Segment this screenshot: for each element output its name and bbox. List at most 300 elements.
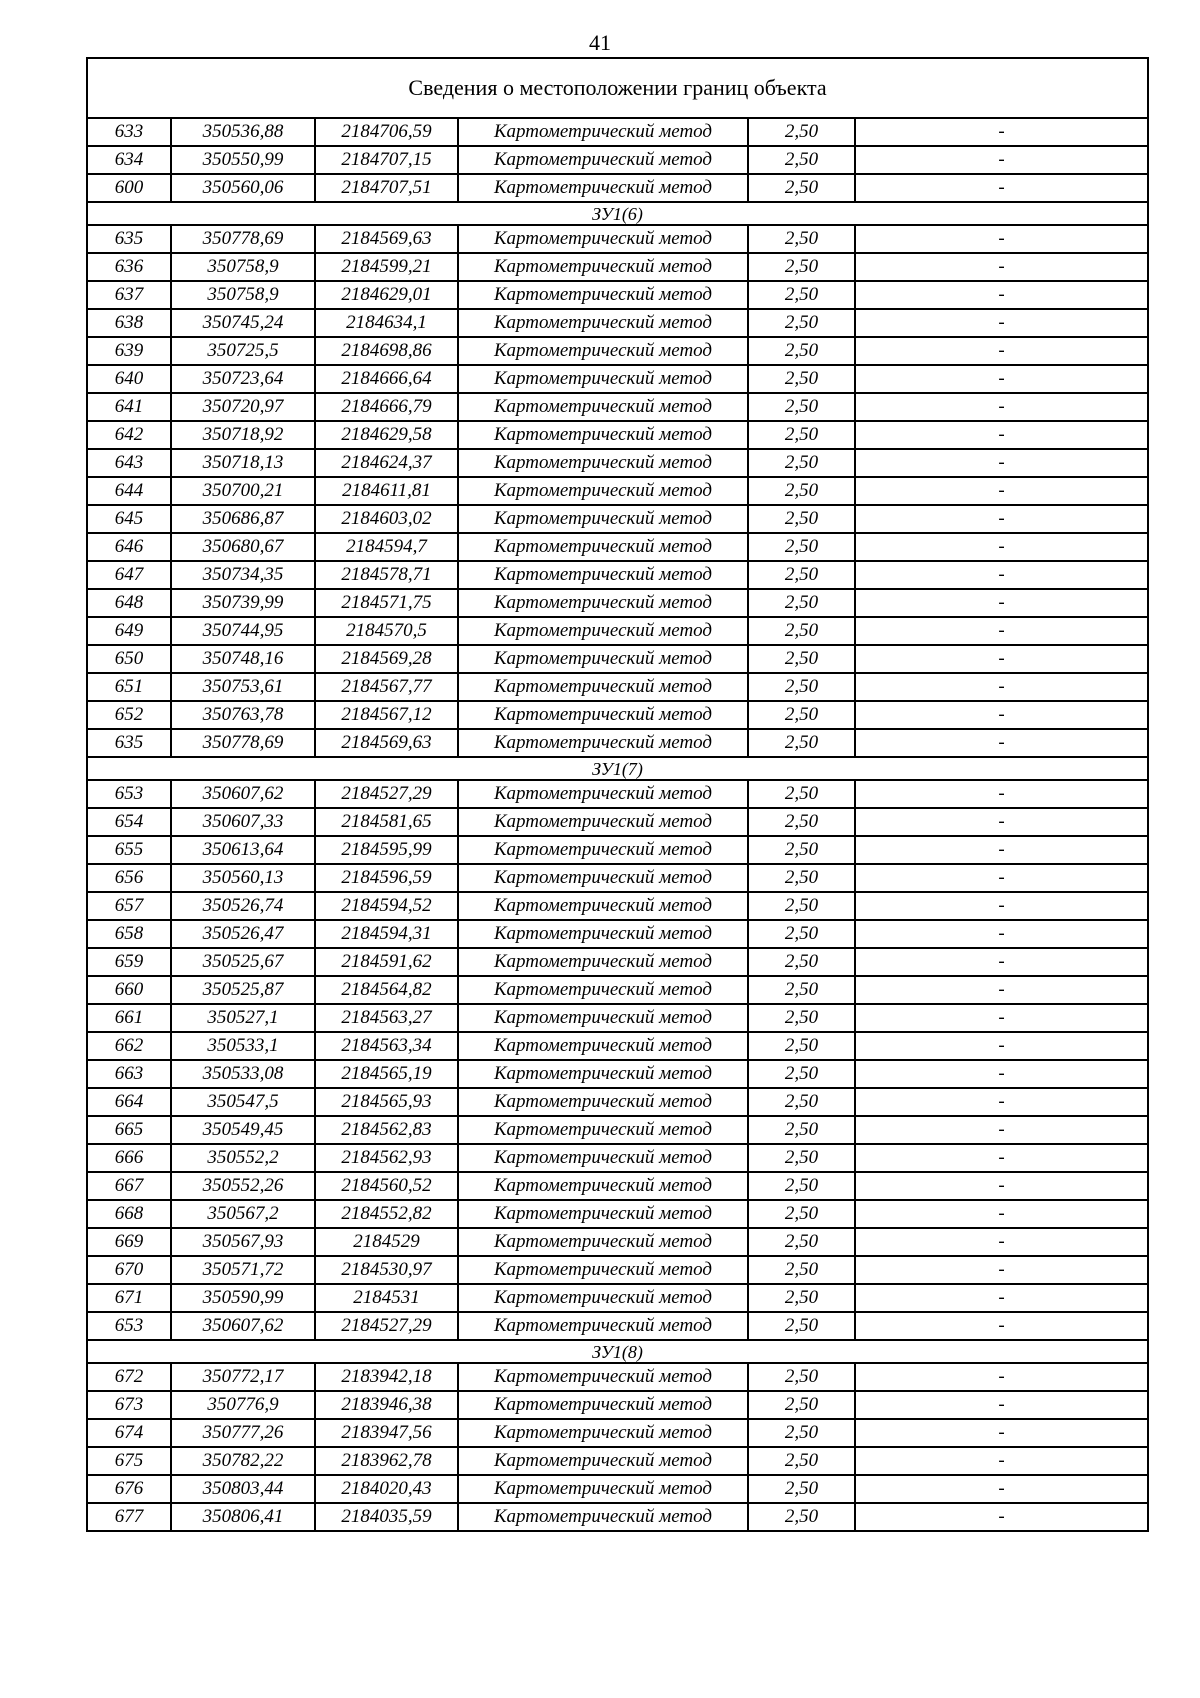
y-coordinate-cell: 2184529 <box>315 1228 458 1256</box>
section-row <box>87 202 1148 225</box>
table-row <box>87 118 1148 146</box>
y-coordinate-cell: 2184629,58 <box>315 421 458 449</box>
accuracy-cell: 2,50 <box>748 1144 855 1172</box>
method-cell: Картометрический метод <box>458 533 748 561</box>
x-coordinate-cell: 350718,13 <box>171 449 315 477</box>
y-coordinate-cell: 2184527,29 <box>315 780 458 808</box>
x-coordinate-cell: 350720,97 <box>171 393 315 421</box>
note-cell: - <box>855 976 1148 1004</box>
accuracy-cell: 2,50 <box>748 808 855 836</box>
method-cell: Картометрический метод <box>458 1116 748 1144</box>
accuracy-cell: 2,50 <box>748 780 855 808</box>
note-cell: - <box>855 393 1148 421</box>
y-coordinate-cell: 2184594,7 <box>315 533 458 561</box>
point-number-cell: 646 <box>87 533 171 561</box>
accuracy-cell: 2,50 <box>748 174 855 202</box>
table-row <box>87 337 1148 365</box>
y-coordinate-cell: 2184565,93 <box>315 1088 458 1116</box>
point-number-cell: 669 <box>87 1228 171 1256</box>
y-coordinate-cell: 2184571,75 <box>315 589 458 617</box>
table-row <box>87 146 1148 174</box>
x-coordinate-cell: 350526,47 <box>171 920 315 948</box>
x-coordinate-cell: 350806,41 <box>171 1503 315 1531</box>
note-cell: - <box>855 729 1148 757</box>
x-coordinate-cell: 350607,62 <box>171 780 315 808</box>
table-row <box>87 1447 1148 1475</box>
table-row <box>87 617 1148 645</box>
point-number-cell: 659 <box>87 948 171 976</box>
method-cell: Картометрический метод <box>458 1284 748 1312</box>
point-number-cell: 638 <box>87 309 171 337</box>
method-cell: Картометрический метод <box>458 780 748 808</box>
method-cell: Картометрический метод <box>458 1200 748 1228</box>
table-row <box>87 920 1148 948</box>
y-coordinate-cell: 2184707,51 <box>315 174 458 202</box>
note-cell: - <box>855 477 1148 505</box>
point-number-cell: 677 <box>87 1503 171 1531</box>
y-coordinate-cell: 2184531 <box>315 1284 458 1312</box>
table-row <box>87 477 1148 505</box>
note-cell: - <box>855 1032 1148 1060</box>
table-row <box>87 225 1148 253</box>
accuracy-cell: 2,50 <box>748 1312 855 1340</box>
accuracy-cell: 2,50 <box>748 1032 855 1060</box>
point-number-cell: 654 <box>87 808 171 836</box>
accuracy-cell: 2,50 <box>748 1419 855 1447</box>
method-cell: Картометрический метод <box>458 1060 748 1088</box>
table-row <box>87 892 1148 920</box>
y-coordinate-cell: 2184530,97 <box>315 1256 458 1284</box>
method-cell: Картометрический метод <box>458 337 748 365</box>
note-cell: - <box>855 1200 1148 1228</box>
note-cell: - <box>855 421 1148 449</box>
note-cell: - <box>855 1503 1148 1531</box>
y-coordinate-cell: 2184707,15 <box>315 146 458 174</box>
y-coordinate-cell: 2184562,83 <box>315 1116 458 1144</box>
point-number-cell: 664 <box>87 1088 171 1116</box>
x-coordinate-cell: 350776,9 <box>171 1391 315 1419</box>
table-row <box>87 1200 1148 1228</box>
point-number-cell: 670 <box>87 1256 171 1284</box>
y-coordinate-cell: 2184565,19 <box>315 1060 458 1088</box>
method-cell: Картометрический метод <box>458 281 748 309</box>
table-row <box>87 1256 1148 1284</box>
method-cell: Картометрический метод <box>458 253 748 281</box>
point-number-cell: 672 <box>87 1363 171 1391</box>
point-number-cell: 665 <box>87 1116 171 1144</box>
y-coordinate-cell: 2184666,64 <box>315 365 458 393</box>
table-row <box>87 864 1148 892</box>
table-row <box>87 1284 1148 1312</box>
accuracy-cell: 2,50 <box>748 1200 855 1228</box>
table-row <box>87 1004 1148 1032</box>
y-coordinate-cell: 2184698,86 <box>315 337 458 365</box>
table-row <box>87 808 1148 836</box>
method-cell: Картометрический метод <box>458 673 748 701</box>
y-coordinate-cell: 2183962,78 <box>315 1447 458 1475</box>
table-row <box>87 561 1148 589</box>
accuracy-cell: 2,50 <box>748 118 855 146</box>
note-cell: - <box>855 617 1148 645</box>
y-coordinate-cell: 2184706,59 <box>315 118 458 146</box>
method-cell: Картометрический метод <box>458 808 748 836</box>
y-coordinate-cell: 2184562,93 <box>315 1144 458 1172</box>
y-coordinate-cell: 2184581,65 <box>315 808 458 836</box>
accuracy-cell: 2,50 <box>748 645 855 673</box>
accuracy-cell: 2,50 <box>748 1391 855 1419</box>
x-coordinate-cell: 350734,35 <box>171 561 315 589</box>
point-number-cell: 673 <box>87 1391 171 1419</box>
section-label: ЗУ1(6) <box>87 202 1148 225</box>
accuracy-cell: 2,50 <box>748 1256 855 1284</box>
point-number-cell: 650 <box>87 645 171 673</box>
x-coordinate-cell: 350567,93 <box>171 1228 315 1256</box>
method-cell: Картометрический метод <box>458 146 748 174</box>
method-cell: Картометрический метод <box>458 225 748 253</box>
y-coordinate-cell: 2184563,27 <box>315 1004 458 1032</box>
table-row <box>87 1060 1148 1088</box>
method-cell: Картометрический метод <box>458 1363 748 1391</box>
note-cell: - <box>855 174 1148 202</box>
point-number-cell: 667 <box>87 1172 171 1200</box>
accuracy-cell: 2,50 <box>748 1116 855 1144</box>
point-number-cell: 656 <box>87 864 171 892</box>
table-row <box>87 1312 1148 1340</box>
note-cell: - <box>855 1391 1148 1419</box>
point-number-cell: 671 <box>87 1284 171 1312</box>
x-coordinate-cell: 350560,06 <box>171 174 315 202</box>
note-cell: - <box>855 449 1148 477</box>
method-cell: Картометрический метод <box>458 477 748 505</box>
y-coordinate-cell: 2184624,37 <box>315 449 458 477</box>
point-number-cell: 653 <box>87 780 171 808</box>
table-row <box>87 1172 1148 1200</box>
x-coordinate-cell: 350782,22 <box>171 1447 315 1475</box>
accuracy-cell: 2,50 <box>748 892 855 920</box>
note-cell: - <box>855 146 1148 174</box>
note-cell: - <box>855 309 1148 337</box>
point-number-cell: 676 <box>87 1475 171 1503</box>
y-coordinate-cell: 2183947,56 <box>315 1419 458 1447</box>
y-coordinate-cell: 2184567,12 <box>315 701 458 729</box>
point-number-cell: 658 <box>87 920 171 948</box>
y-coordinate-cell: 2184563,34 <box>315 1032 458 1060</box>
note-cell: - <box>855 948 1148 976</box>
table-row <box>87 701 1148 729</box>
accuracy-cell: 2,50 <box>748 253 855 281</box>
x-coordinate-cell: 350527,1 <box>171 1004 315 1032</box>
accuracy-cell: 2,50 <box>748 1284 855 1312</box>
table-title: Сведения о местоположении границ объекта <box>87 58 1148 118</box>
method-cell: Картометрический метод <box>458 309 748 337</box>
x-coordinate-cell: 350552,26 <box>171 1172 315 1200</box>
y-coordinate-cell: 2184564,82 <box>315 976 458 1004</box>
table-row <box>87 174 1148 202</box>
y-coordinate-cell: 2184611,81 <box>315 477 458 505</box>
x-coordinate-cell: 350686,87 <box>171 505 315 533</box>
x-coordinate-cell: 350552,2 <box>171 1144 315 1172</box>
x-coordinate-cell: 350723,64 <box>171 365 315 393</box>
method-cell: Картометрический метод <box>458 976 748 1004</box>
accuracy-cell: 2,50 <box>748 561 855 589</box>
accuracy-cell: 2,50 <box>748 393 855 421</box>
method-cell: Картометрический метод <box>458 1228 748 1256</box>
x-coordinate-cell: 350680,67 <box>171 533 315 561</box>
note-cell: - <box>855 533 1148 561</box>
note-cell: - <box>855 1116 1148 1144</box>
accuracy-cell: 2,50 <box>748 1363 855 1391</box>
note-cell: - <box>855 561 1148 589</box>
table-row <box>87 589 1148 617</box>
method-cell: Картометрический метод <box>458 1312 748 1340</box>
table-row <box>87 365 1148 393</box>
point-number-cell: 600 <box>87 174 171 202</box>
section-row <box>87 757 1148 780</box>
x-coordinate-cell: 350777,26 <box>171 1419 315 1447</box>
method-cell: Картометрический метод <box>458 920 748 948</box>
note-cell: - <box>855 1284 1148 1312</box>
method-cell: Картометрический метод <box>458 1256 748 1284</box>
x-coordinate-cell: 350758,9 <box>171 281 315 309</box>
accuracy-cell: 2,50 <box>748 864 855 892</box>
table-row <box>87 253 1148 281</box>
x-coordinate-cell: 350748,16 <box>171 645 315 673</box>
x-coordinate-cell: 350607,62 <box>171 1312 315 1340</box>
x-coordinate-cell: 350613,64 <box>171 836 315 864</box>
y-coordinate-cell: 2184567,77 <box>315 673 458 701</box>
x-coordinate-cell: 350533,08 <box>171 1060 315 1088</box>
table-row <box>87 1088 1148 1116</box>
x-coordinate-cell: 350744,95 <box>171 617 315 645</box>
note-cell: - <box>855 1144 1148 1172</box>
point-number-cell: 633 <box>87 118 171 146</box>
accuracy-cell: 2,50 <box>748 225 855 253</box>
method-cell: Картометрический метод <box>458 729 748 757</box>
table-row <box>87 1503 1148 1531</box>
point-number-cell: 645 <box>87 505 171 533</box>
accuracy-cell: 2,50 <box>748 1228 855 1256</box>
accuracy-cell: 2,50 <box>748 421 855 449</box>
note-cell: - <box>855 808 1148 836</box>
page-number: 41 <box>589 30 611 55</box>
method-cell: Картометрический метод <box>458 948 748 976</box>
y-coordinate-cell: 2184035,59 <box>315 1503 458 1531</box>
note-cell: - <box>855 505 1148 533</box>
x-coordinate-cell: 350758,9 <box>171 253 315 281</box>
note-cell: - <box>855 920 1148 948</box>
accuracy-cell: 2,50 <box>748 146 855 174</box>
x-coordinate-cell: 350533,1 <box>171 1032 315 1060</box>
method-cell: Картометрический метод <box>458 864 748 892</box>
accuracy-cell: 2,50 <box>748 1503 855 1531</box>
point-number-cell: 651 <box>87 673 171 701</box>
note-cell: - <box>855 281 1148 309</box>
point-number-cell: 636 <box>87 253 171 281</box>
y-coordinate-cell: 2183942,18 <box>315 1363 458 1391</box>
method-cell: Картометрический метод <box>458 1004 748 1032</box>
accuracy-cell: 2,50 <box>748 1172 855 1200</box>
method-cell: Картометрический метод <box>458 561 748 589</box>
note-cell: - <box>855 1060 1148 1088</box>
x-coordinate-cell: 350571,72 <box>171 1256 315 1284</box>
note-cell: - <box>855 673 1148 701</box>
accuracy-cell: 2,50 <box>748 1475 855 1503</box>
table-title-row <box>87 58 1148 118</box>
note-cell: - <box>855 225 1148 253</box>
table-row <box>87 1116 1148 1144</box>
y-coordinate-cell: 2183946,38 <box>315 1391 458 1419</box>
point-number-cell: 657 <box>87 892 171 920</box>
table-row <box>87 729 1148 757</box>
x-coordinate-cell: 350549,45 <box>171 1116 315 1144</box>
y-coordinate-cell: 2184594,31 <box>315 920 458 948</box>
note-cell: - <box>855 1228 1148 1256</box>
table-row <box>87 449 1148 477</box>
method-cell: Картометрический метод <box>458 1172 748 1200</box>
point-number-cell: 648 <box>87 589 171 617</box>
x-coordinate-cell: 350525,87 <box>171 976 315 1004</box>
accuracy-cell: 2,50 <box>748 365 855 393</box>
method-cell: Картометрический метод <box>458 701 748 729</box>
x-coordinate-cell: 350739,99 <box>171 589 315 617</box>
note-cell: - <box>855 836 1148 864</box>
note-cell: - <box>855 253 1148 281</box>
accuracy-cell: 2,50 <box>748 617 855 645</box>
x-coordinate-cell: 350526,74 <box>171 892 315 920</box>
note-cell: - <box>855 892 1148 920</box>
accuracy-cell: 2,50 <box>748 1447 855 1475</box>
accuracy-cell: 2,50 <box>748 505 855 533</box>
method-cell: Картометрический метод <box>458 1144 748 1172</box>
x-coordinate-cell: 350567,2 <box>171 1200 315 1228</box>
point-number-cell: 635 <box>87 729 171 757</box>
x-coordinate-cell: 350550,99 <box>171 146 315 174</box>
accuracy-cell: 2,50 <box>748 701 855 729</box>
x-coordinate-cell: 350590,99 <box>171 1284 315 1312</box>
x-coordinate-cell: 350718,92 <box>171 421 315 449</box>
x-coordinate-cell: 350745,24 <box>171 309 315 337</box>
note-cell: - <box>855 1475 1148 1503</box>
x-coordinate-cell: 350536,88 <box>171 118 315 146</box>
table-row <box>87 533 1148 561</box>
y-coordinate-cell: 2184569,63 <box>315 729 458 757</box>
note-cell: - <box>855 780 1148 808</box>
table-row <box>87 1419 1148 1447</box>
point-number-cell: 662 <box>87 1032 171 1060</box>
point-number-cell: 642 <box>87 421 171 449</box>
note-cell: - <box>855 1172 1148 1200</box>
method-cell: Картометрический метод <box>458 421 748 449</box>
table-row <box>87 836 1148 864</box>
point-number-cell: 639 <box>87 337 171 365</box>
accuracy-cell: 2,50 <box>748 1088 855 1116</box>
method-cell: Картометрический метод <box>458 1419 748 1447</box>
table-row <box>87 948 1148 976</box>
x-coordinate-cell: 350725,5 <box>171 337 315 365</box>
accuracy-cell: 2,50 <box>748 281 855 309</box>
boundary-coordinates-table <box>86 57 1149 1532</box>
point-number-cell: 649 <box>87 617 171 645</box>
y-coordinate-cell: 2184552,82 <box>315 1200 458 1228</box>
note-cell: - <box>855 365 1148 393</box>
note-cell: - <box>855 118 1148 146</box>
note-cell: - <box>855 1312 1148 1340</box>
y-coordinate-cell: 2184629,01 <box>315 281 458 309</box>
y-coordinate-cell: 2184578,71 <box>315 561 458 589</box>
y-coordinate-cell: 2184634,1 <box>315 309 458 337</box>
y-coordinate-cell: 2184527,29 <box>315 1312 458 1340</box>
table-row <box>87 645 1148 673</box>
point-number-cell: 643 <box>87 449 171 477</box>
table-row <box>87 393 1148 421</box>
accuracy-cell: 2,50 <box>748 920 855 948</box>
accuracy-cell: 2,50 <box>748 309 855 337</box>
table-row <box>87 1475 1148 1503</box>
point-number-cell: 675 <box>87 1447 171 1475</box>
x-coordinate-cell: 350607,33 <box>171 808 315 836</box>
method-cell: Картометрический метод <box>458 1032 748 1060</box>
accuracy-cell: 2,50 <box>748 449 855 477</box>
point-number-cell: 663 <box>87 1060 171 1088</box>
note-cell: - <box>855 337 1148 365</box>
point-number-cell: 640 <box>87 365 171 393</box>
accuracy-cell: 2,50 <box>748 1004 855 1032</box>
x-coordinate-cell: 350547,5 <box>171 1088 315 1116</box>
point-number-cell: 655 <box>87 836 171 864</box>
method-cell: Картометрический метод <box>458 1391 748 1419</box>
method-cell: Картометрический метод <box>458 393 748 421</box>
method-cell: Картометрический метод <box>458 1475 748 1503</box>
y-coordinate-cell: 2184603,02 <box>315 505 458 533</box>
y-coordinate-cell: 2184596,59 <box>315 864 458 892</box>
note-cell: - <box>855 1447 1148 1475</box>
accuracy-cell: 2,50 <box>748 948 855 976</box>
x-coordinate-cell: 350772,17 <box>171 1363 315 1391</box>
table-row <box>87 281 1148 309</box>
note-cell: - <box>855 1419 1148 1447</box>
table-row <box>87 1228 1148 1256</box>
y-coordinate-cell: 2184591,62 <box>315 948 458 976</box>
method-cell: Картометрический метод <box>458 617 748 645</box>
point-number-cell: 644 <box>87 477 171 505</box>
note-cell: - <box>855 1363 1148 1391</box>
note-cell: - <box>855 589 1148 617</box>
point-number-cell: 661 <box>87 1004 171 1032</box>
table-row <box>87 421 1148 449</box>
point-number-cell: 660 <box>87 976 171 1004</box>
accuracy-cell: 2,50 <box>748 836 855 864</box>
method-cell: Картометрический метод <box>458 1447 748 1475</box>
accuracy-cell: 2,50 <box>748 589 855 617</box>
y-coordinate-cell: 2184569,63 <box>315 225 458 253</box>
table-row <box>87 309 1148 337</box>
x-coordinate-cell: 350525,67 <box>171 948 315 976</box>
y-coordinate-cell: 2184569,28 <box>315 645 458 673</box>
method-cell: Картометрический метод <box>458 1088 748 1116</box>
method-cell: Картометрический метод <box>458 118 748 146</box>
accuracy-cell: 2,50 <box>748 673 855 701</box>
note-cell: - <box>855 1256 1148 1284</box>
x-coordinate-cell: 350560,13 <box>171 864 315 892</box>
table-row <box>87 1391 1148 1419</box>
section-row <box>87 1340 1148 1363</box>
y-coordinate-cell: 2184594,52 <box>315 892 458 920</box>
table-row <box>87 505 1148 533</box>
x-coordinate-cell: 350753,61 <box>171 673 315 701</box>
note-cell: - <box>855 701 1148 729</box>
table-row <box>87 1363 1148 1391</box>
method-cell: Картометрический метод <box>458 836 748 864</box>
